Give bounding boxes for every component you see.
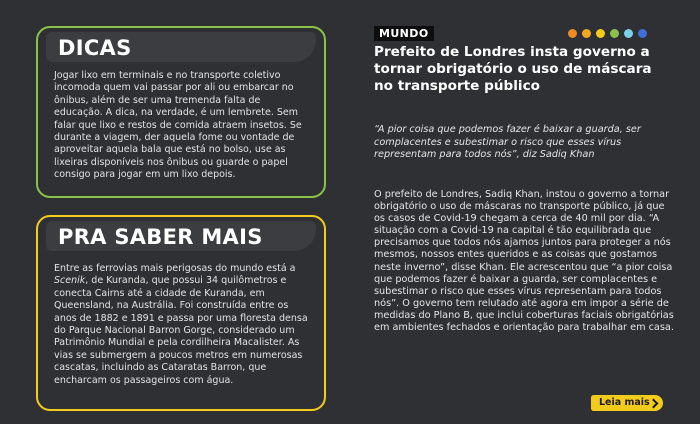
dot-icon [568, 29, 577, 38]
saber-mais-text [54, 263, 310, 387]
dot-icon [638, 29, 647, 38]
section-tag: MUNDO [374, 26, 434, 41]
saber-mais-text-after: , de Kuranda, que possui 34 quilômetros e conecta Cairns até a cidade de Kuranda, em Queensland, na Austrália. Foi construída entre os anos de 1882 e 1891 e passa por uma floresta densa do Parque Nacional Barron Gorge, considerado um Patrimônio Mundial e pela cordilheira Macalister. As vias se submergem a poucos metros em numerosas cascatas, incluindo as Cataratas Barron, que encharcam os passageiros com água. [54, 275, 308, 386]
saber-mais-title: PRA SABER MAIS [58, 225, 263, 249]
color-dots [568, 29, 652, 38]
saber-mais-text-before: Entre as ferrovias mais perigosas do mundo está a [54, 263, 296, 274]
dicas-text: Jogar lixo em terminais e no transporte coletivo incomoda quem vai passar por ali ou embarcar no ônibus, além de ser uma tremenda falta de educação. A dica, na verdade, é um lembrete. Sem falar que lixo e restos de comida atraem insetos. Se durante a viagem, der aquela fome ou vontade de aproveitar aquela bala que está no bolso, use as lixeiras disponíveis nos ônibus ou guarde o papel consigo para jogar em um lixo depois. [54, 70, 302, 181]
saber-mais-box [36, 215, 326, 411]
dot-icon [624, 29, 633, 38]
dot-icon [610, 29, 619, 38]
dicas-box [36, 26, 326, 198]
chevron-right-icon [649, 399, 659, 409]
news-headline: Prefeito de Londres insta governo a tornar obrigatório o uso de máscara no transporte público [374, 44, 652, 94]
dot-icon [582, 29, 591, 38]
read-more-button[interactable] [591, 395, 663, 411]
saber-mais-text-italic: Scenik [54, 275, 86, 287]
saber-mais-header [46, 221, 316, 251]
read-more-label: Leia mais [599, 397, 650, 408]
news-quote: “A pior coisa que podemos fazer é baixar a guarda, ser complacentes e subestimar o risco que esses vírus representam para todos nós”, diz Sadiq Khan [374, 124, 641, 161]
dicas-title: DICAS [58, 36, 132, 60]
dicas-header [46, 32, 316, 62]
dot-icon [596, 29, 605, 38]
news-body: O prefeito de Londres, Sadiq Khan, instou o governo a tornar obrigatório o uso de máscaras no transporte público, já que os casos de Covid-19 chegam a cerca de 40 mil por dia. “A situação com a Covid-19 na capital é tão equilibrada que precisamos que todos nós ajamos juntos para proteger a nós mesmos, nossos entes queridos e as coisas que gostamos neste inverno”, disse Khan. Ele acrescentou que “a pior coisa que podemos fazer é baixar a guarda, ser complacentes e subestimar o risco que esses vírus representam para todos nós”. O governo tem relutado até agora em impor a série de medidas do Plano B, que inclui coberturas faciais obrigatórias em ambientes fechados e orientação para trabalhar em casa. [374, 189, 674, 334]
